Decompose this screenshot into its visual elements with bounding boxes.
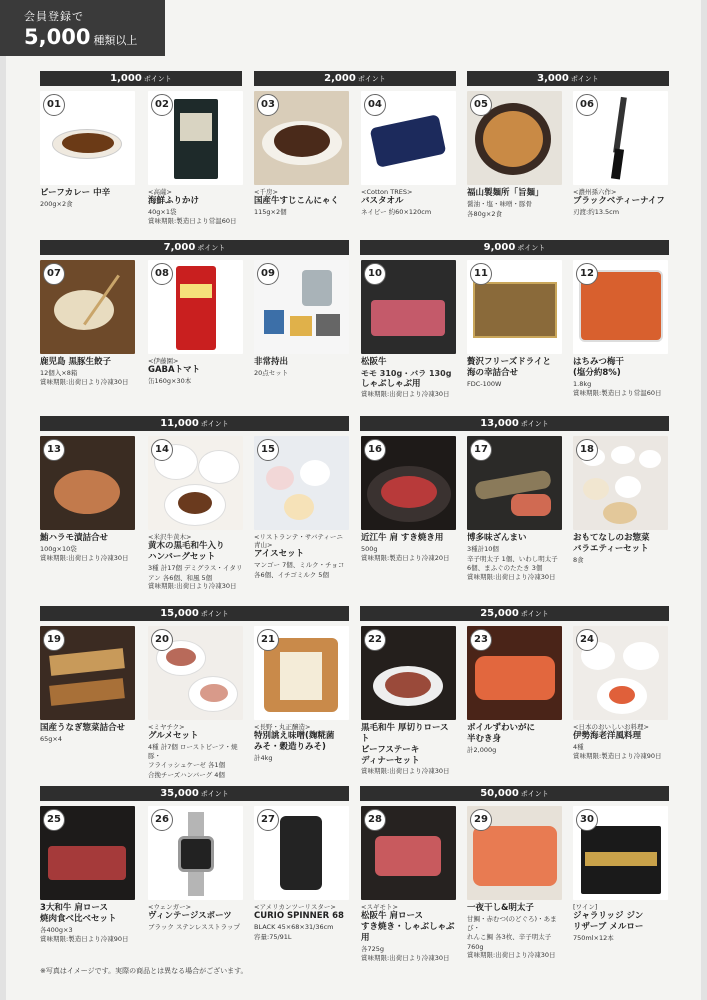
item-16[interactable]: 16 近江牛 肩 すき焼き用 500g 賞味期限:製造日より冷凍20日 xyxy=(361,436,456,562)
item-photo: 18 xyxy=(573,436,668,530)
item-22[interactable]: 22 黒毛和牛 厚切りロースト ビーフステーキ ディナーセット 賞味期限:出荷日より冷凍30日 xyxy=(361,626,456,776)
item-21[interactable]: 21 <長野・丸正醸造> 特別誂え味噌(麹糀菌 みそ・穀造りみそ) 計4kg xyxy=(254,626,349,763)
item-25[interactable]: 25 3大和牛 肩ロース 焼肉食べ比べセット 各400g×3 賞味期限:製造日より冷凍90日 xyxy=(40,806,135,943)
item-20[interactable]: 20 <ミヤチク> グルメセット 4種 計7個 ローストビーフ・焼豚・ フライッシュケーゼ 各1個 合挽チーズハンバーグ 4個 xyxy=(148,626,243,779)
item-10[interactable]: 10 松阪牛 モモ 310g・バラ 130g しゃぶしゃぶ用 賞味期限:出荷日より冷凍30日 xyxy=(361,260,456,399)
item-07[interactable]: 07 鹿児島 黒豚生餃子 12個入×8箱 賞味期限:出荷日より冷凍30日 xyxy=(40,260,135,386)
item-photo: 04 xyxy=(361,91,456,185)
item-photo: 03 xyxy=(254,91,349,185)
item-19[interactable]: 19 国産うなぎ惣菜詰合せ 65g×4 xyxy=(40,626,135,744)
section-13000: 13,000 ポイント xyxy=(360,416,669,431)
item-15[interactable]: 15 <リストランテ・サバティーニ青山> アイスセット マンゴー 7個、ミルク・チョコ 各6個、イチゴミルク 5個 xyxy=(254,436,349,579)
item-photo: 24 xyxy=(573,626,668,720)
item-photo: 08 xyxy=(148,260,243,354)
section-7000: 7,000 ポイント xyxy=(40,240,349,255)
item-photo: 02 xyxy=(148,91,243,185)
item-photo: 05 xyxy=(467,91,562,185)
item-27[interactable]: 27 <アメリカンツーリスター> CURIO SPINNER 68 BLACK 45×68×31/36cm 容量:75/91L xyxy=(254,806,349,941)
section-35000: 35,000 ポイント xyxy=(40,786,349,801)
item-11[interactable]: 11 贅沢フリーズドライと 海の幸詰合せ FDC-100W xyxy=(467,260,562,389)
item-06[interactable]: 06 <濃州孫六作> ブラックベティーナイフ 刃渡:約13.5cm xyxy=(573,91,668,217)
item-photo: 22 xyxy=(361,626,456,720)
section-50000: 50,000 ポイント xyxy=(360,786,669,801)
item-photo: 07 xyxy=(40,260,135,354)
item-03[interactable]: 03 <千房> 国産牛すじこんにゃく 115g×2個 xyxy=(254,91,349,217)
item-photo: 15 xyxy=(254,436,349,530)
item-04[interactable]: 04 <Cotton TRES> バスタオル ネイビー 約60×120cm xyxy=(361,91,456,217)
section-11000: 11,000 ポイント xyxy=(40,416,349,431)
item-05[interactable]: 05 福山製麺所「旨麺」 醤油・塩・味噌・豚骨 各80g×2食 xyxy=(467,91,562,218)
item-photo: 29 xyxy=(467,806,562,900)
item-photo: 11 xyxy=(467,260,562,354)
item-26[interactable]: 26 <ウェンガー> ヴィンテージスポーツ ブラック ステンレスストラップ xyxy=(148,806,243,932)
item-photo: 25 xyxy=(40,806,135,900)
item-14[interactable]: 14 <米沢牛黄木> 黄木の黒毛和牛入り ハンバーグセット 3種 計17個 デミグラス・イタリ アン 各6個、和風 5個 賞味期限:出荷日より冷凍30日 xyxy=(148,436,243,591)
header-count: 5,000 種類以上 xyxy=(24,25,138,49)
item-photo: 27 xyxy=(254,806,349,900)
item-photo: 12 xyxy=(573,260,668,354)
item-photo: 09 xyxy=(254,260,349,354)
page-header xyxy=(0,0,165,56)
footnote: ※写真はイメージです。実際の商品とは異なる場合がございます。 xyxy=(40,967,248,975)
item-photo: 01 xyxy=(40,91,135,185)
item-13[interactable]: 13 鮪ハラモ漬詰合せ 100g×10袋 賞味期限:出荷日より冷凍30日 xyxy=(40,436,135,562)
item-photo: 21 xyxy=(254,626,349,720)
item-photo: 13 xyxy=(40,436,135,530)
item-24[interactable]: 24 <日本のおいしいお料理> 伊勢海老洋風料理 4種 賞味期限:製造日より冷凍90日 xyxy=(573,626,668,760)
item-08[interactable]: 08 <伊藤園> GABAトマト 缶160g×30本 xyxy=(148,260,243,386)
section-3000: 3,000 ポイント xyxy=(467,71,669,86)
item-photo: 28 xyxy=(361,806,456,900)
item-09[interactable]: 09 非常持出 20点セット xyxy=(254,260,349,378)
item-17[interactable]: 17 博多味ざんまい 3種計10個 辛子明太子 1個、いわし明太子 6個、まふぐのたたき 3個 賞味期限:出荷日より冷凍30日 xyxy=(467,436,562,581)
section-9000: 9,000 ポイント xyxy=(360,240,669,255)
item-photo: 14 xyxy=(148,436,243,530)
item-photo: 23 xyxy=(467,626,562,720)
section-1000: 1,000 ポイント xyxy=(40,71,242,86)
item-photo: 10 xyxy=(361,260,456,354)
item-photo: 16 xyxy=(361,436,456,530)
item-30[interactable]: 30 [ワイン] ジャラリッジ ジン リザーブ メルロー 750ml×12本 xyxy=(573,806,668,943)
item-photo: 19 xyxy=(40,626,135,720)
item-23[interactable]: 23 ボイルずわいがに 半むき身 計2,000g xyxy=(467,626,562,755)
item-photo: 26 xyxy=(148,806,243,900)
left-edge xyxy=(0,0,6,1000)
item-02[interactable]: 02 <高薩> 海鮮ふりかけ 40g×1袋 賞味期限:製造日より常温60日 xyxy=(148,91,243,225)
right-edge xyxy=(701,0,707,1000)
item-29[interactable]: 29 一夜干し&明太子 甘鯛・赤むつ(のどぐろ)・あまび・ れんこ鯛 各3枚、辛子明太子 760g 賞味期限:出荷日より冷凍30日 xyxy=(467,806,562,960)
item-photo: 20 xyxy=(148,626,243,720)
item-01[interactable]: 01 ビーフカレー 中辛 200g×2食 xyxy=(40,91,135,209)
item-28[interactable]: 28 <スギモト> 松阪牛 肩ロース すき焼き・しゃぶしゃぶ用 各725g 賞味期限:出荷日より冷凍30日 xyxy=(361,806,456,962)
header-line1: 会員登録で xyxy=(24,10,84,23)
item-18[interactable]: 18 おもてなしのお惣菜 バラエティーセット 8食 xyxy=(573,436,668,565)
section-25000: 25,000 ポイント xyxy=(360,606,669,621)
section-15000: 15,000 ポイント xyxy=(40,606,349,621)
item-photo: 30 xyxy=(573,806,668,900)
item-photo: 17 xyxy=(467,436,562,530)
section-2000: 2,000 ポイント xyxy=(254,71,456,86)
item-12[interactable]: 12 はちみつ梅干 (塩分約8%) 1.8kg 賞味期限:製造日より常温60日 xyxy=(573,260,668,397)
item-photo: 06 xyxy=(573,91,668,185)
